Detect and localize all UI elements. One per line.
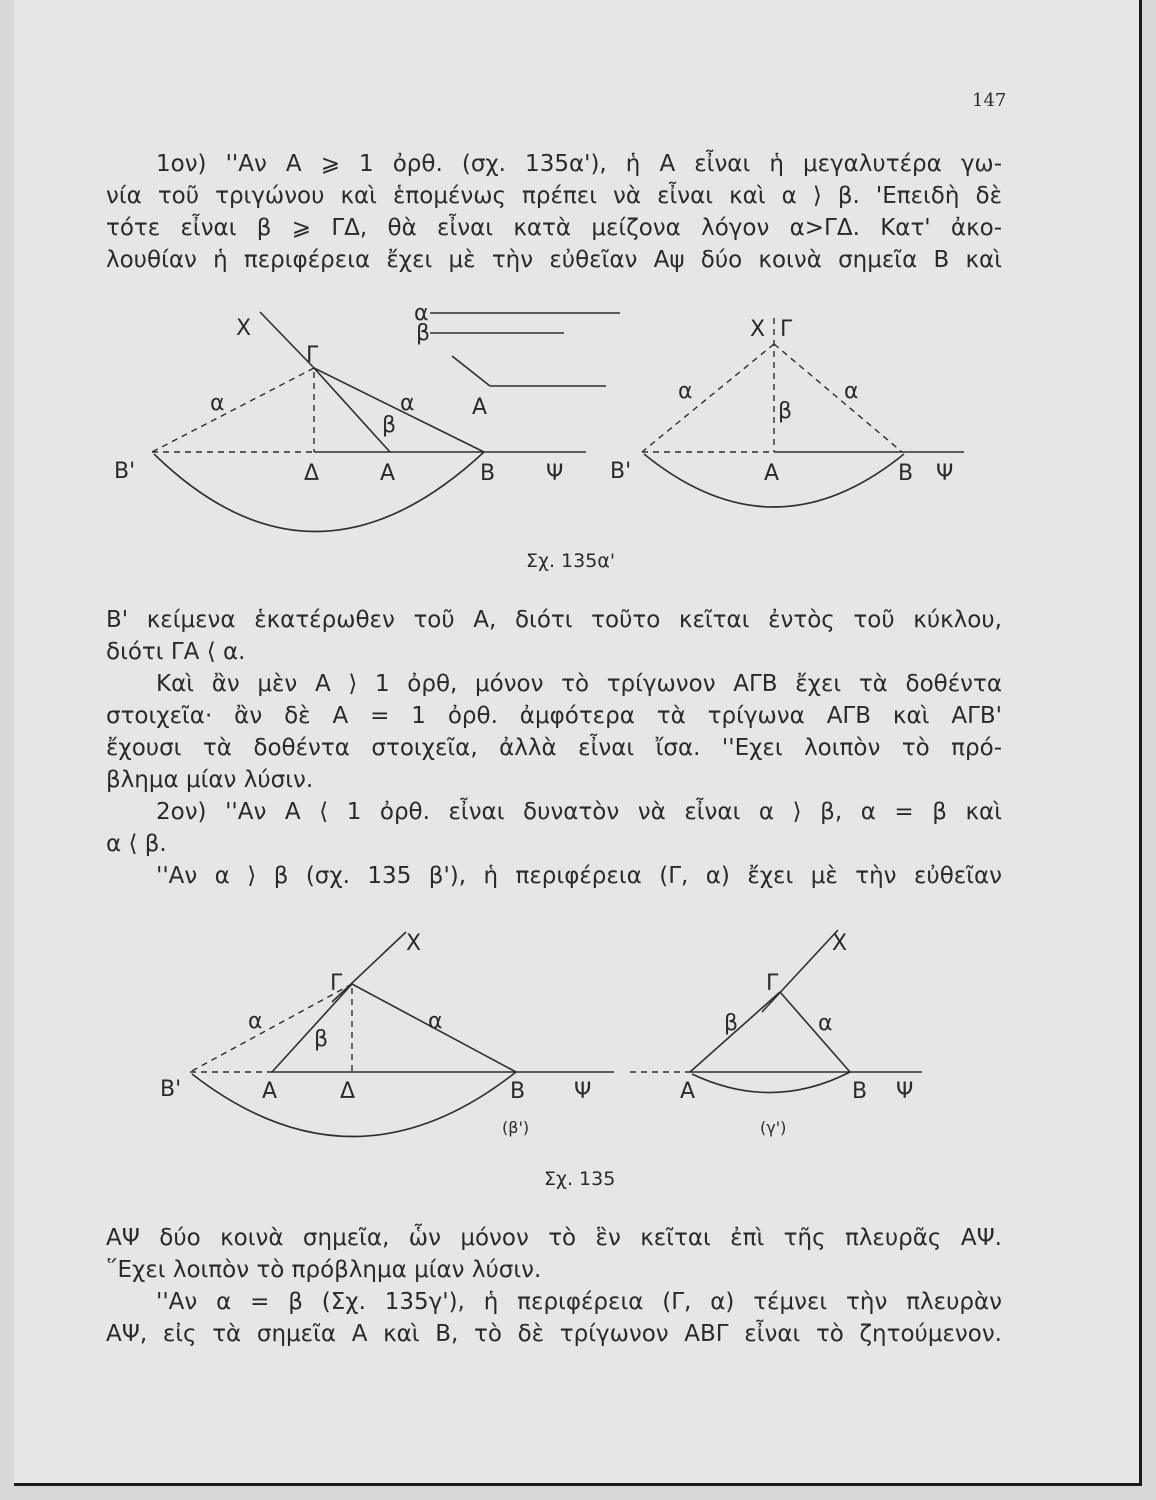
figure-sublabel-g: (γ'): [760, 1118, 787, 1137]
label-a: A: [680, 1079, 696, 1104]
label-x: X: [832, 931, 848, 956]
label-gamma: Γ: [766, 971, 779, 996]
arc-g: [692, 1072, 850, 1093]
label-beta: β: [778, 399, 793, 424]
figure-sublabel-b: (β'): [502, 1118, 530, 1137]
label-alpha: α: [400, 391, 415, 416]
text-line: βλημα μίαν λύσιν.: [106, 767, 314, 793]
text-line: 1ον) ''Αν Α ⩾ 1 ὀρθ. (σχ. 135α'), ἡ Α εἶναι ἡ μεγαλυτέρα γω-: [156, 151, 1002, 177]
text-line: στοιχεῖα· ἂν δὲ Α = 1 ὀρθ. ἀμφότερα τὰ τρίγωνα ΑΓΒ καὶ ΑΓΒ': [106, 703, 1002, 729]
label-beta: β: [382, 413, 397, 438]
label-gamma: Γ: [306, 343, 319, 368]
label-a: A: [472, 395, 488, 420]
label-alpha: α: [844, 379, 859, 404]
text-line: διότι ΓΑ ⟨ α.: [106, 639, 246, 665]
text-line: ΑΨ, εἰς τὰ σημεῖα Α καὶ Β, τὸ δὲ τρίγωνον ΑΒΓ εἶναι τὸ ζητούμενον.: [106, 1321, 1002, 1347]
text-line: ''Αν α = β (Σχ. 135γ'), ἡ περιφέρεια (Γ, α) τέμνει τὴν πλευρὰν: [156, 1289, 1002, 1315]
text-line: 2ον) ''Αν Α ⟨ 1 ὀρθ. εἶναι δυνατὸν νὰ εἶναι α ⟩ β, α = β καὶ: [156, 799, 1002, 825]
label-psi: Ψ: [574, 1079, 592, 1104]
text-line: ῞Εχει λοιπὸν τὸ πρόβλημα μίαν λύσιν.: [106, 1257, 542, 1283]
label-psi: Ψ: [546, 461, 564, 486]
label-b-prime: B': [114, 459, 136, 484]
label-beta: β: [416, 321, 431, 346]
label-a: A: [764, 461, 780, 486]
ray-x: [332, 932, 406, 1002]
figure-caption: Σχ. 135α': [526, 550, 616, 572]
text-line: α ⟨ β.: [106, 831, 167, 857]
side-alpha: [780, 992, 850, 1072]
text-line: λουθίαν ἡ περιφέρεια ἔχει μὲ τὴν εὐθεῖαν Αψ δύο κοινὰ σημεῖα Β καὶ: [106, 247, 1002, 273]
text-line: ΑΨ δύο κοινὰ σημεῖα, ὧν μόνον τὸ ἓν κεῖται ἐπὶ τῆς πλευρᾶς ΑΨ.: [106, 1225, 1002, 1251]
label-psi: Ψ: [936, 461, 954, 486]
label-b: B: [480, 461, 496, 486]
text-line: τότε εἶναι β ⩾ ΓΔ, θὰ εἶναι κατὰ μείζονα λόγον α>ΓΔ. Κατ' ἀκο-: [106, 215, 1002, 241]
text-line: Β' κείμενα ἑκατέρωθεν τοῦ Α, διότι τοῦτο κεῖται ἐντὸς τοῦ κύκλου,: [106, 607, 1002, 633]
paragraph-3: [106, 1222, 1002, 1350]
book-page: [14, 0, 1142, 1486]
label-alpha: α: [678, 379, 693, 404]
label-b: B: [852, 1079, 868, 1104]
label-x: X: [236, 316, 252, 341]
label-b: B: [898, 461, 914, 486]
figure-135bg: [14, 0, 1142, 1200]
label-x: X: [750, 317, 766, 342]
side-beta: [272, 984, 352, 1072]
label-b-prime: B': [610, 459, 632, 484]
text-line: νία τοῦ τριγώνου καὶ ἑπομένως πρέπει νὰ εἶναι καὶ α ⟩ β. 'Επειδὴ δὲ: [106, 183, 1002, 209]
label-delta: Δ: [340, 1079, 356, 1104]
label-beta: β: [724, 1011, 739, 1036]
label-b-prime: B': [160, 1077, 182, 1102]
label-gamma: Γ: [780, 317, 793, 342]
label-gamma: Γ: [330, 971, 343, 996]
label-x: X: [406, 931, 422, 956]
label-delta: Δ: [304, 461, 320, 486]
label-alpha: α: [818, 1011, 833, 1036]
label-a: A: [262, 1079, 278, 1104]
figure-caption: Σχ. 135: [544, 1168, 616, 1190]
label-alpha: α: [210, 391, 225, 416]
page-number: 147: [972, 90, 1007, 111]
label-alpha: α: [428, 1009, 443, 1034]
text-line: ἔχουσι τὰ δοθέντα στοιχεῖα, ἀλλὰ εἶναι ἴσα. ''Εχει λοιπὸν τὸ πρό-: [106, 735, 1002, 761]
label-b: B: [510, 1079, 526, 1104]
text-line: ''Αν α ⟩ β (σχ. 135 β'), ἡ περιφέρεια (Γ, α) ἔχει μὲ τὴν εὐθεῖαν: [156, 863, 1002, 889]
label-a: A: [380, 461, 396, 486]
label-alpha: α: [414, 301, 429, 326]
text-line: Καὶ ἂν μὲν Α ⟩ 1 ὀρθ, μόνον τὸ τρίγωνον ΑΓΒ ἔχει τὰ δοθέντα: [156, 671, 1002, 697]
label-alpha: α: [248, 1009, 263, 1034]
label-beta: β: [314, 1027, 329, 1052]
label-psi: Ψ: [896, 1079, 914, 1104]
